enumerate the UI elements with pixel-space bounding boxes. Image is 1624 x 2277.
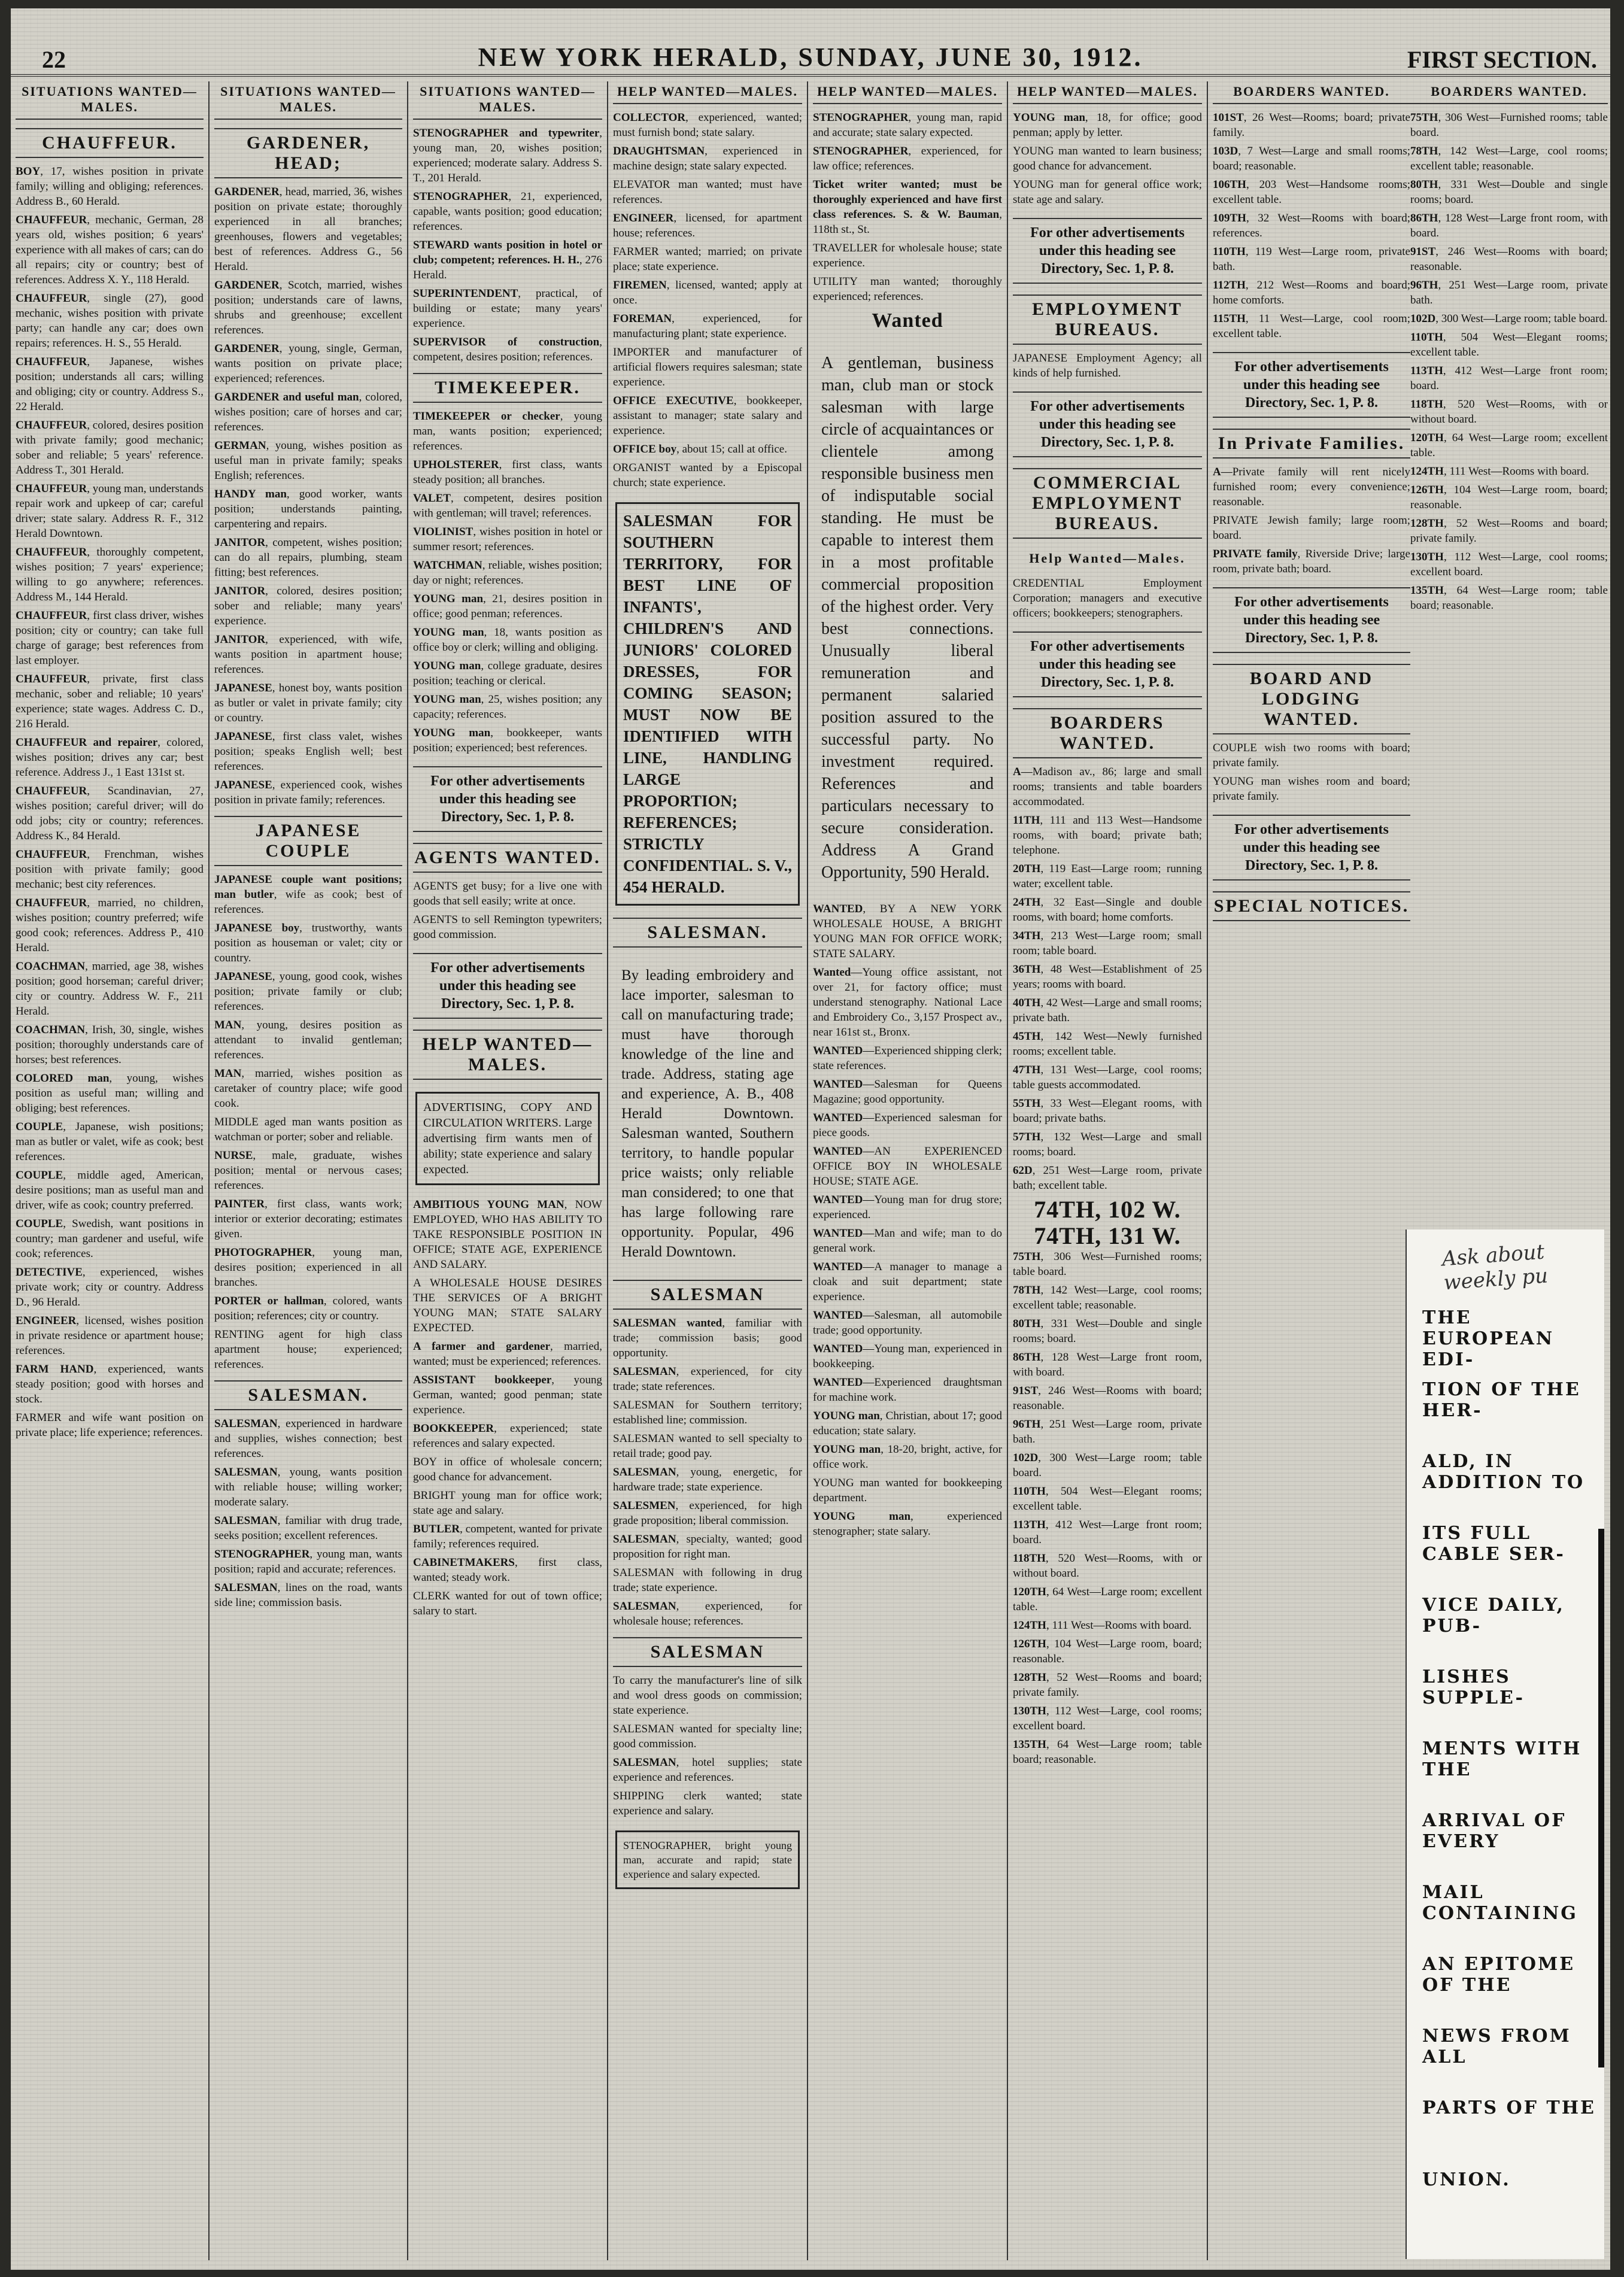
notice-line: VICE DAILY, PUB- <box>1422 1595 1565 1637</box>
classified-ad: SALESMAN, experienced, for wholesale house; references. <box>613 1600 802 1628</box>
classified-ad: 86TH, 128 West—Large front room, with board. <box>1013 1351 1202 1379</box>
classified-ad: COACHMAN, Irish, 30, single, wishes position; thoroughly understands care of horses; best references. <box>16 1024 204 1066</box>
column-heading: SITUATIONS WANTED—MALES. <box>16 81 204 120</box>
classified-ad: 86TH, 128 West—Large front room, with board. <box>1410 212 1608 239</box>
notice-line: MENTS WITH THE <box>1422 1738 1582 1780</box>
classified-ad: YOUNG man, bookkeeper, wants position; experienced; best references. <box>413 727 602 754</box>
classified-ad: CHAUFFEUR and repairer, colored, wishes position; drives any car; best reference. Address J., 1 East 131st st. <box>16 736 204 779</box>
classified-ad: CHAUFFEUR, Japanese, wishes position; understands all cars; willing and obliging; city or country. Address S., 22 Herald. <box>16 356 204 413</box>
notice-line: ALD, IN ADDITION TO <box>1422 1451 1585 1493</box>
classified-ad: 78TH, 142 West—Large, cool rooms; excellent table; reasonable. <box>1410 145 1608 172</box>
column-5 <box>808 81 1008 2260</box>
classified-ad: SALESMAN for Southern territory; established line; commission. <box>613 1399 802 1426</box>
classified-ad: CHAUFFEUR, young man, understands repair work and upkeep of car; careful driver; state salary. Address R. F., 312 Herald Downtown. <box>16 482 204 540</box>
classified-ad: SALESMAN, experienced in hardware and supplies, wishes connection; best references. <box>214 1417 402 1460</box>
subheading-japanese-couple: JAPANESE COUPLE <box>214 816 402 866</box>
column-heading: BOARDERS WANTED. <box>1213 81 1410 104</box>
directory-notice: For other advertisements under this heading see Directory, Sec. 1, P. 8. <box>413 766 602 832</box>
classified-ad: FARM HAND, experienced, wants steady position; good with horses and stock. <box>16 1363 204 1405</box>
classified-ad: WANTED—Young man, experienced in bookkeeping. <box>813 1343 1002 1370</box>
subheading-salesman-2: SALESMAN <box>613 1280 802 1310</box>
classified-ad: SUPERVISOR of construction, competent, desires position; references. <box>413 336 602 363</box>
classified-ad: YOUNG man, 25, wishes position; any capacity; references. <box>413 693 602 721</box>
notice-line: AN EPITOME OF THE <box>1422 1954 1576 1996</box>
section-label: FIRST SECTION. <box>1407 46 1597 73</box>
classified-ad: JAPANESE boy, trustworthy, wants position as houseman or valet; city or country. <box>214 922 403 964</box>
classified-ad: 120TH, 64 West—Large room; excellent table. <box>1013 1586 1202 1613</box>
classified-ad: CHAUFFEUR, single (27), good mechanic, wishes position with private party; can handle any car; does own repairs; references. H. S., 55 Herald. <box>16 292 204 350</box>
handwritten-note: Ask about weekly pu <box>1441 1240 1549 1295</box>
classified-ad: MAN, young, desires position as attendant to invalid gentleman; references. <box>214 1019 402 1061</box>
classified-ad: To carry the manufacturer's line of silk and wool dress goods on commission; state experience. <box>613 1674 802 1717</box>
classified-ad: 20TH, 119 East—Large room; running water; excellent table. <box>1013 863 1202 890</box>
ad-list <box>613 1316 802 1629</box>
subheading-salesman: SALESMAN. <box>613 918 802 948</box>
classified-ad: 115TH, 11 West—Large, cool room; excellent table. <box>1213 312 1410 340</box>
classified-ad: AGENTS get busy; for a live one with goods that sell easily; write at once. <box>413 880 602 907</box>
classified-ad: 118TH, 520 West—Rooms, with or without board. <box>1410 398 1608 426</box>
classified-ad: JAPANESE, young, good cook, wishes position; private family or club; references. <box>214 970 402 1013</box>
classified-ad: CHAUFFEUR, first class driver, wishes position; city or country; can take full charge of garage; best references from last employer. <box>16 609 204 667</box>
directory-notice: For other advertisements under this heading see Directory, Sec. 1, P. 8. <box>1213 587 1410 653</box>
classified-ad: 78TH, 142 West—Large, cool rooms; excellent table; reasonable. <box>1013 1284 1202 1311</box>
classified-ad: STENOGRAPHER, 21, experienced, capable, wants position; good education; references. <box>413 190 602 233</box>
classified-ad: AMBITIOUS YOUNG MAN, NOW EMPLOYED, WHO HAS ABILITY TO TAKE RESPONSIBLE POSITION IN OFFICE; STATE AGE, EXPERIENCE AND SALARY. <box>413 1198 602 1271</box>
classified-ad: CHAUFFEUR, Frenchman, wishes position with private family; good mechanic; best city references. <box>16 848 204 891</box>
classified-ad: YOUNG man, 18-20, bright, active, for office work. <box>813 1443 1002 1471</box>
classified-ad: STENOGRAPHER, experienced, for law office; references. <box>813 145 1002 172</box>
subheading-help-wanted: HELP WANTED—MALES. <box>413 1030 602 1080</box>
ad-list <box>813 901 1002 1539</box>
classified-ad: 45TH, 142 West—Newly furnished rooms; excellent table. <box>1013 1030 1202 1058</box>
ad-list <box>1213 110 1410 341</box>
directory-notice: For other advertisements under this heading see Directory, Sec. 1, P. 8. <box>1013 218 1202 284</box>
classified-ad: JAPANESE, first class valet, wishes position; speaks English well; best references. <box>214 730 402 773</box>
column-heading: HELP WANTED—MALES. <box>813 81 1002 104</box>
classified-ad: AGENTS to sell Remington typewriters; good commission. <box>413 913 602 941</box>
classified-ad: A—Private family will rent nicely furnished room; every convenience; reasonable. <box>1213 466 1410 508</box>
classified-ad: 55TH, 33 West—Elegant rooms, with board; private baths. <box>1013 1097 1202 1125</box>
classified-ad: A WHOLESALE HOUSE DESIRES THE SERVICES OF A BRIGHT YOUNG MAN; STATE SALARY EXPECTED. <box>413 1277 602 1334</box>
classified-ad: 110TH, 119 West—Large room, private bath. <box>1213 245 1410 273</box>
ad-list <box>413 126 602 365</box>
classified-ad: MAN, married, wishes position as caretaker of country place; wife good cook. <box>214 1067 402 1110</box>
classified-ad: 110TH, 504 West—Elegant rooms; excellent table. <box>1013 1485 1202 1513</box>
classified-ad: WANTED, BY A NEW YORK WHOLESALE HOUSE, A BRIGHT YOUNG MAN FOR OFFICE WORK; STATE SALARY. <box>813 903 1002 960</box>
subheading-agents-wanted: AGENTS WANTED. <box>413 843 602 873</box>
classified-ad: YOUNG man, 18, for office; good penman; apply by letter. <box>1013 111 1202 139</box>
classified-ad: WANTED—Salesman for Queens Magazine; good opportunity. <box>813 1078 1002 1106</box>
classified-ad: 135TH, 64 West—Large room; table board; reasonable. <box>1410 584 1608 612</box>
classified-ad: CLERK wanted for out of town office; salary to start. <box>413 1590 602 1617</box>
classified-ad: WATCHMAN, reliable, wishes position; day or night; references. <box>413 559 602 587</box>
wanted-title: Wanted <box>872 309 943 332</box>
ad-list <box>613 110 802 490</box>
classified-ad: 101ST, 26 West—Rooms; board; private family. <box>1213 111 1410 139</box>
ad-list <box>214 184 402 807</box>
classified-ad: SALESMAN wanted for specialty line; good commission. <box>613 1723 802 1750</box>
classified-ad: MIDDLE aged man wants position as watchman or porter; sober and reliable. <box>214 1116 402 1143</box>
column-3 <box>408 81 608 2260</box>
directory-notice: For other advertisements under this heading see Directory, Sec. 1, P. 8. <box>1013 632 1202 697</box>
classified-ad: SALESMAN, young, energetic, for hardware trade; state experience. <box>613 1466 802 1493</box>
classified-ad: BUTLER, competent, wanted for private family; references required. <box>413 1523 602 1550</box>
classified-ad: SHIPPING clerk wanted; state experience and salary. <box>613 1790 802 1817</box>
classified-ad: VIOLINIST, wishes position in hotel or summer resort; references. <box>413 526 602 553</box>
european-edition-notice <box>1406 1229 1604 2259</box>
classified-ad: WANTED—AN EXPERIENCED OFFICE BOY IN WHOLESALE HOUSE; STATE AGE. <box>813 1145 1002 1188</box>
classified-ad: 130TH, 112 West—Large, cool rooms; excellent board. <box>1013 1705 1202 1732</box>
classified-ad: UPHOLSTERER, first class, wants steady position; all branches. <box>413 459 602 486</box>
classified-ad: 96TH, 251 West—Large room, private bath. <box>1013 1418 1202 1446</box>
classified-ad: 80TH, 331 West—Double and single rooms; board. <box>1410 178 1608 206</box>
notice-line: PARTS OF THE <box>1422 2097 1596 2118</box>
classified-ad: JANITOR, experienced, with wife, wants position in apartment house; references. <box>214 633 402 676</box>
classified-ad: 106TH, 203 West—Handsome rooms; excellent table. <box>1213 178 1410 206</box>
classified-ad: COUPLE, middle aged, American, desire positions; man as useful man and driver, wife as cook; country preferred. <box>16 1169 204 1212</box>
classified-ad: RENTING agent for high class apartment house; experienced; references. <box>214 1328 402 1371</box>
classified-ad: 36TH, 48 West—Establishment of 25 years; rooms with board. <box>1013 963 1202 991</box>
column-7-inner <box>1213 81 1410 921</box>
classified-ad: CHAUFFEUR, married, no children, wishes position; country preferred; wife good cook; references. Address P., 410 Herald. <box>16 897 204 954</box>
classified-ad: CHAUFFEUR, Scandinavian, 27, wishes position; careful driver; will do odd jobs; city or country; references. Address K., 84 Herald. <box>16 785 204 842</box>
classified-ad: YOUNG man for general office work; state age and salary. <box>1013 178 1202 206</box>
classified-ad: 75TH, 306 West—Furnished rooms; table board. <box>1410 111 1608 139</box>
classified-ad: COLORED man, young, wishes position as useful man; willing and obliging; best references. <box>16 1072 204 1115</box>
classified-ad: CHAUFFEUR, colored, desires position with private family; good mechanic; sober and reliable; 5 years' reference. Address T., 301 Herald. <box>16 419 204 476</box>
classified-ad: SALESMAN, familiar with drug trade, seeks position; excellent references. <box>214 1514 402 1542</box>
ad-list <box>1410 110 1608 613</box>
classified-ad: YOUNG man, 21, desires position in office; good penman; references. <box>413 593 602 620</box>
directory-notice: For other advertisements under this heading see Directory, Sec. 1, P. 8. <box>1213 352 1410 418</box>
classified-ad: SALESMAN wanted, familiar with trade; commission basis; good opportunity. <box>613 1317 802 1359</box>
ad-list <box>1013 576 1202 621</box>
boxed-ad-southern-territory: SALESMAN FOR SOUTHERN TERRITORY, FOR BEST LINE OF INFANTS', CHILDREN'S AND JUNIORS' COLORED DRESSES, FOR COMING SEASON; MUST NOW BE IDENTIFIED WITH LINE, HANDLING LARGE PROPORTION; REFERENCES; STRICTLY CONFIDENTIAL. S. V., 454 HERALD. <box>615 502 800 906</box>
column-heading: HELP WANTED—MALES. <box>1013 81 1202 104</box>
ad-list <box>1013 764 1202 1193</box>
classified-ad: 34TH, 213 West—Large room; small room; table board. <box>1013 930 1202 957</box>
classified-ad: PORTER or hallman, colored, wants position; references; city or country. <box>214 1295 402 1322</box>
classified-ad: CHAUFFEUR, mechanic, German, 28 years old, wishes position; 6 years' experience with all makes of cars; can do all repairs; city or country; best of references. Address X. Y., 118 Herald. <box>16 214 204 286</box>
classified-ad: BOY in office of wholesale concern; good chance for advancement. <box>413 1456 602 1483</box>
subheading-employment-bureaus: EMPLOYMENT BUREAUS. <box>1013 295 1202 345</box>
classified-ad: Wanted—Young office assistant, not over 21, for factory office; must understand stenography. National Lace and Embroidery Co., 3,157 Prospect av., near 161st st., Bronx. <box>813 966 1002 1039</box>
column-heading: HELP WANTED—MALES. <box>613 81 802 104</box>
classified-ad: 128TH, 52 West—Rooms and board; private family. <box>1013 1671 1202 1699</box>
classified-ad: TIMEKEEPER or checker, young man, wants position; experienced; references. <box>413 410 603 453</box>
column-heading: SITUATIONS WANTED—MALES. <box>413 81 602 120</box>
ad-list <box>413 1197 602 1619</box>
classified-ad: SUPERINTENDENT, practical, of building or estate; many years' experience. <box>413 287 602 330</box>
classified-ad: 110TH, 504 West—Elegant rooms; excellent table. <box>1410 331 1608 359</box>
ad-list <box>1213 464 1410 576</box>
classified-ad: WANTED—Young man for drug store; experienced. <box>813 1194 1002 1221</box>
boxed-ad-advertising: ADVERTISING, COPY AND CIRCULATION WRITERS. Large advertising firm wants men of ability; state experience and salary expected. <box>415 1092 600 1185</box>
notice-line: LISHES SUPPLE- <box>1422 1666 1525 1708</box>
ad-list <box>1013 351 1202 381</box>
column-6 <box>1008 81 1208 2260</box>
ad-grand-opportunity: A gentleman, business man, club man or stock salesman with large circle of acquaintances or clientele among responsible business men of indisputable social standing. He must be capable to interest them in a most profitable commercial proposition of the highest order. Very best connections. Unusually liberal remuneration and permanent salaried position assured to the successful party. No investment required. References and particulars necessary to secure consideration. Address A Grand Opportunity, 590 Herald. <box>821 354 994 882</box>
classified-ad: UTILITY man wanted; thoroughly experienced; references. <box>813 275 1002 303</box>
page-edge-bar <box>1598 1529 1604 2067</box>
classified-ad: 109TH, 32 West—Rooms with board; references. <box>1213 212 1410 239</box>
classified-ad: 118TH, 520 West—Rooms, with or without board. <box>1013 1552 1202 1580</box>
classified-ad: SALESMEN, experienced, for high grade proposition; liberal commission. <box>613 1499 802 1527</box>
classified-ad: DRAUGHTSMAN, experienced in machine design; state salary expected. <box>613 145 802 172</box>
classified-ad: HANDY man, good worker, wants position; understands painting, carpentering and repairs. <box>214 488 402 530</box>
classified-ad: 130TH, 112 West—Large, cool rooms; excellent board. <box>1410 551 1608 578</box>
subheading-salesman-3: SALESMAN <box>613 1637 802 1667</box>
ad-list <box>413 879 602 942</box>
ad-list <box>413 409 602 755</box>
classified-ad: STENOGRAPHER, young man, rapid and accurate; state salary expected. <box>813 111 1002 139</box>
ad-list <box>1213 740 1410 804</box>
classified-ad: 112TH, 212 West—Rooms and board; home comforts. <box>1213 279 1410 306</box>
ad-list <box>1013 1249 1202 1767</box>
classified-ad: WANTED—Salesman, all automobile trade; good opportunity. <box>813 1309 1002 1337</box>
classified-ad: 128TH, 52 West—Rooms and board; private family. <box>1410 517 1608 545</box>
subheading-help-wanted-males: Help Wanted—Males. <box>1029 551 1186 566</box>
ad-list <box>214 872 402 1372</box>
classified-ad: 24TH, 32 East—Single and double rooms, with board; home comforts. <box>1013 896 1202 924</box>
classified-ad: 103D, 7 West—Large and small rooms; board; reasonable. <box>1213 145 1410 172</box>
column-heading: SITUATIONS WANTED—MALES. <box>214 81 402 120</box>
classified-ad: YOUNG man wanted for bookkeeping department. <box>813 1477 1002 1504</box>
column-8-strip <box>1410 81 1608 1219</box>
classified-ad: CREDENTIAL Employment Corporation; managers and executive officers; bookkeepers; stenographers. <box>1013 577 1202 620</box>
classified-ad: 96TH, 251 West—Large room, private bath. <box>1410 279 1608 306</box>
ad-embroidery-salesman: By leading embroidery and lace importer, salesman to call on manufacturing trade; must have thorough knowledge of the line and trade. Address, stating age and experience, A. B., 408 Herald Downtown. Salesman wanted, Southern territory, to handle popular price waists; only reliable man considered; to one that has large following rare opportunity. Popular, 496 Herald Downtown. <box>621 967 794 1260</box>
ad-list <box>813 110 1002 304</box>
subheading-boarders-wanted: BOARDERS WANTED. <box>1013 708 1202 758</box>
classified-ad: FIREMEN, licensed, wanted; apply at once. <box>613 279 802 306</box>
classified-ad: WANTED—Experienced salesman for piece goods. <box>813 1112 1002 1139</box>
classified-ad: FARMER and wife want position on private place; life experience; references. <box>16 1411 204 1439</box>
classified-ad: ORGANIST wanted by a Episcopal church; state experience. <box>613 462 802 489</box>
column-1 <box>11 81 210 2260</box>
page-number: 22 <box>42 46 66 73</box>
subheading-chauffeur: CHAUFFEUR. <box>16 128 204 158</box>
subheading-timekeeper: TIMEKEEPER. <box>413 373 602 403</box>
notice-line: ITS FULL CABLE SER- <box>1422 1523 1565 1565</box>
classified-ad: YOUNG man, Christian, about 17; good education; state salary. <box>813 1410 1002 1437</box>
classified-ad: 91ST, 246 West—Rooms with board; reasonable. <box>1410 245 1608 273</box>
classified-ad: COUPLE, Swedish, want positions in country; man gardener and useful, wife cook; references. <box>16 1218 204 1260</box>
classified-ad: 11TH, 111 and 113 West—Handsome rooms, with board; private bath; telephone. <box>1013 814 1202 857</box>
classified-ad: JANITOR, colored, desires position; sober and reliable; many years' experience. <box>214 585 402 627</box>
ad-list <box>214 1416 402 1610</box>
classified-ad: BRIGHT young man for office work; state age and salary. <box>413 1489 602 1517</box>
classified-ad: 62D, 251 West—Large room, private bath; excellent table. <box>1013 1164 1202 1192</box>
classified-ad: ENGINEER, licensed, wishes position in private residence or apartment house; references. <box>16 1314 204 1357</box>
column-4 <box>608 81 808 2260</box>
notice-line: MAIL CONTAINING <box>1422 1882 1578 1924</box>
subheading-special-notices: SPECIAL NOTICES. <box>1213 891 1410 921</box>
classified-ad: COLLECTOR, experienced, wanted; must furnish bond; state salary. <box>613 111 802 139</box>
ad-list <box>613 1673 802 1818</box>
classified-ad: DETECTIVE, experienced, wishes private work; city or country. Address D., 96 Herald. <box>16 1266 204 1308</box>
classified-ad: A—Madison av., 86; large and small rooms; transients and table boarders accommodated. <box>1013 766 1202 808</box>
classified-ad: VALET, competent, desires position with gentleman; will travel; references. <box>413 492 602 520</box>
classified-ad: YOUNG man, 18, wants position as office boy or clerk; willing and obliging. <box>413 626 602 654</box>
classified-ad: COUPLE wish two rooms with board; private family. <box>1213 742 1410 769</box>
subheading-commercial-bureaus: COMMERCIAL EMPLOYMENT BUREAUS. <box>1013 468 1202 539</box>
classified-ad: STENOGRAPHER and typewriter, young man, 20, wishes position; experienced; moderate salary. Address S. T., 201 Herald. <box>413 127 602 184</box>
subheading-salesman: SALESMAN. <box>214 1380 402 1410</box>
classified-ad: CABINETMAKERS, first class, wanted; steady work. <box>413 1556 602 1584</box>
classified-ad: SALESMAN, young, wants position with reliable house; willing worker; moderate salary. <box>214 1466 402 1508</box>
subheading-private-families: In Private Families. <box>1213 429 1410 459</box>
classified-ad: OFFICE EXECUTIVE, bookkeeper, assistant to manager; state salary and experience. <box>613 394 802 437</box>
classified-ad: CHAUFFEUR, private, first class mechanic, sober and reliable; 10 years' experience; state wages. Address C. D., 216 Herald. <box>16 673 204 730</box>
classified-ad: PRIVATE Jewish family; large room; board. <box>1213 514 1410 542</box>
column-2 <box>210 81 408 2260</box>
classified-ad: ELEVATOR man wanted; must have references. <box>613 178 802 206</box>
subheading-gardener: GARDENER, HEAD; <box>214 128 402 178</box>
directory-notice: For other advertisements under this heading see Directory, Sec. 1, P. 8. <box>1213 815 1410 881</box>
classified-ad: COACHMAN, married, age 38, wishes position; good horseman; careful driver; city or country. Address W. F., 211 Herald. <box>16 960 204 1018</box>
classified-ad: SALESMAN, hotel supplies; state experience and references. <box>613 1756 802 1784</box>
classified-ad: JAPANESE, experienced cook, wishes position in private family; references. <box>214 779 402 806</box>
classified-ad: 113TH, 412 West—Large front room; board. <box>1410 365 1608 392</box>
classified-ad: WANTED—Experienced shipping clerk; state references. <box>813 1045 1002 1072</box>
boxed-ad-stenographer: STENOGRAPHER, bright young man, accurate and rapid; state experience and salary expected. <box>615 1830 800 1889</box>
classified-ad: ENGINEER, licensed, for apartment house; references. <box>613 212 802 239</box>
ad-list <box>1013 110 1202 207</box>
classified-ad: WANTED—A manager to manage a cloak and suit department; state experience. <box>813 1261 1002 1303</box>
classified-ad: BOOKKEEPER, experienced; state references and salary expected. <box>413 1422 602 1450</box>
classified-ad: SALESMAN, lines on the road, wants side line; commission basis. <box>214 1581 402 1609</box>
classified-ad: BOY, 17, wishes position in private family; willing and obliging; references. Address B., 60 Herald. <box>16 165 204 208</box>
classified-ad: SALESMAN, specialty, wanted; good proposition for right man. <box>613 1533 802 1560</box>
classified-ad: 124TH, 111 West—Rooms with board. <box>1013 1619 1192 1632</box>
classified-ad: JAPANESE Employment Agency; all kinds of help furnished. <box>1013 352 1202 380</box>
classified-ad: PRIVATE family, Riverside Drive; large room, private bath; board. <box>1213 548 1410 575</box>
ad-list <box>16 164 204 1440</box>
classified-ad: OFFICE boy, about 15; call at office. <box>613 443 787 456</box>
classified-ad: FARMER wanted; married; on private place; state experience. <box>613 245 802 273</box>
classified-ad: YOUNG man wanted to learn business; good chance for advancement. <box>1013 145 1202 172</box>
notice-line: NEWS FROM ALL <box>1422 2026 1571 2067</box>
classified-ad: 57TH, 132 West—Large and small rooms; board. <box>1013 1131 1202 1158</box>
classified-ad: STENOGRAPHER, young man, wants position; rapid and accurate; references. <box>214 1548 402 1575</box>
classified-ad: 91ST, 246 West—Rooms with board; reasonable. <box>1013 1385 1202 1412</box>
classified-ad: 120TH, 64 West—Large room; excellent table. <box>1410 432 1608 459</box>
classified-ad: GARDENER and useful man, colored, wishes position; care of horses and car; references. <box>214 391 402 433</box>
notice-line: UNION. <box>1422 2169 1511 2190</box>
notice-line: TION OF THE HER- <box>1422 1379 1581 1421</box>
classified-ad: PAINTER, first class, wants work; interior or exterior decorating; estimates given. <box>214 1198 402 1240</box>
ad-74th-102w: 74TH, 102 W. <box>1034 1196 1181 1223</box>
classified-ad: STEWARD wants position in hotel or club; competent; references. H. H., 276 Herald. <box>413 239 603 281</box>
classified-ad: TRAVELLER for wholesale house; state experience. <box>813 242 1002 269</box>
classified-ad: ASSISTANT bookkeeper, young German, wanted; good penman; state experience. <box>413 1374 602 1416</box>
classified-ad: IMPORTER and manufacturer of artificial flowers requires salesman; state experience. <box>613 346 802 388</box>
classified-ad: WANTED—Man and wife; man to do general work. <box>813 1227 1002 1255</box>
classified-ad: FOREMAN, experienced, for manufacturing plant; state experience. <box>613 312 802 340</box>
classified-ad: YOUNG man wishes room and board; private family. <box>1213 775 1410 803</box>
subheading-board-lodging-wanted: BOARD AND LODGING WANTED. <box>1213 664 1410 734</box>
classified-ad: CHAUFFEUR, thoroughly competent, wishes position; 7 years' experience; willing to go anywhere; references. Address M., 144 Herald. <box>16 546 204 603</box>
classified-ad: NURSE, male, graduate, wishes position; mental or nervous cases; references. <box>214 1149 402 1192</box>
newspaper-page <box>11 8 1610 2270</box>
classified-ad: PHOTOGRAPHER, young man, desires position; experienced in all branches. <box>214 1246 402 1289</box>
classified-ad: 126TH, 104 West—Large room, board; reasonable. <box>1013 1638 1202 1665</box>
newspaper-title: NEW YORK HERALD, SUNDAY, JUNE 30, 1912. <box>478 42 1143 72</box>
notice-line: THE EUROPEAN EDI- <box>1422 1307 1555 1370</box>
classified-ad: GERMAN, young, wishes position as useful man in private family; speaks English; references. <box>214 439 402 482</box>
classified-ad: A farmer and gardener, married, wanted; must be experienced; references. <box>413 1340 602 1368</box>
classified-ad: SALESMAN wanted to sell specialty to retail trade; good pay. <box>613 1432 802 1460</box>
ad-74th-131w: 74TH, 131 W. <box>1034 1222 1181 1249</box>
classified-ad: Ticket writer wanted; must be thoroughly experienced and have first class references. S. & W. Bauman, 118th st., St. <box>813 178 1002 236</box>
classified-ad: 113TH, 412 West—Large front room; board. <box>1013 1519 1202 1546</box>
directory-notice: For other advertisements under this heading see Directory, Sec. 1, P. 8. <box>413 953 602 1019</box>
classified-ad: 102D, 300 West—Large room; table board. <box>1410 312 1608 325</box>
notice-line: ARRIVAL OF EVERY <box>1422 1810 1567 1852</box>
classified-ad: YOUNG man, college graduate, desires position; teaching or clerical. <box>413 660 602 687</box>
classified-ad: GARDENER, head, married, 36, wishes position on private estate; thoroughly experienced in all branches; greenhouses, flowers and vegetables; best of references. Address G., 56 Herald. <box>214 186 402 273</box>
classified-ad: GARDENER, Scotch, married, wishes position; understands care of lawns, shrubs and greenhouse; excellent references. <box>214 279 402 336</box>
classified-ad: 75TH, 306 West—Furnished rooms; table board. <box>1013 1250 1202 1278</box>
classified-ad: 80TH, 331 West—Double and single rooms; board. <box>1013 1317 1202 1345</box>
classified-ad: JAPANESE, honest boy, wants position as butler or valet in private family; city or country. <box>214 682 402 724</box>
classified-ad: WANTED—Experienced draughtsman for machine work. <box>813 1376 1002 1404</box>
classified-ad: COUPLE, Japanese, wish positions; man as butler or valet, wife as cook; best references. <box>16 1121 204 1163</box>
classified-ad: 126TH, 104 West—Large room, board; reasonable. <box>1410 484 1608 511</box>
classified-ad: SALESMAN with following in drug trade; state experience. <box>613 1566 802 1594</box>
masthead <box>11 8 1610 77</box>
classified-ad: 47TH, 131 West—Large, cool rooms; table guests accommodated. <box>1013 1064 1202 1091</box>
classified-ad: 124TH, 111 West—Rooms with board. <box>1410 465 1589 478</box>
column-heading: BOARDERS WANTED. <box>1410 81 1608 104</box>
classified-ad: JANITOR, competent, wishes position; can do all repairs, plumbing, steam fitting; best references. <box>214 536 402 579</box>
classified-ad: SALESMAN, experienced, for city trade; state references. <box>613 1365 802 1393</box>
classified-ad: YOUNG man, experienced stenographer; state salary. <box>813 1510 1002 1538</box>
classified-ad: JAPANESE couple want positions; man butler, wife as cook; best of references. <box>214 873 403 916</box>
classified-ad: 135TH, 64 West—Large room; table board; reasonable. <box>1013 1738 1202 1766</box>
classified-ad: 40TH, 42 West—Large and small rooms; private bath. <box>1013 997 1202 1024</box>
classified-ad: GARDENER, young, single, German, wants position on private place; experienced; references. <box>214 342 402 385</box>
classified-ad: 102D, 300 West—Large room; table board. <box>1013 1452 1202 1479</box>
directory-notice: For other advertisements under this heading see Directory, Sec. 1, P. 8. <box>1013 391 1202 457</box>
